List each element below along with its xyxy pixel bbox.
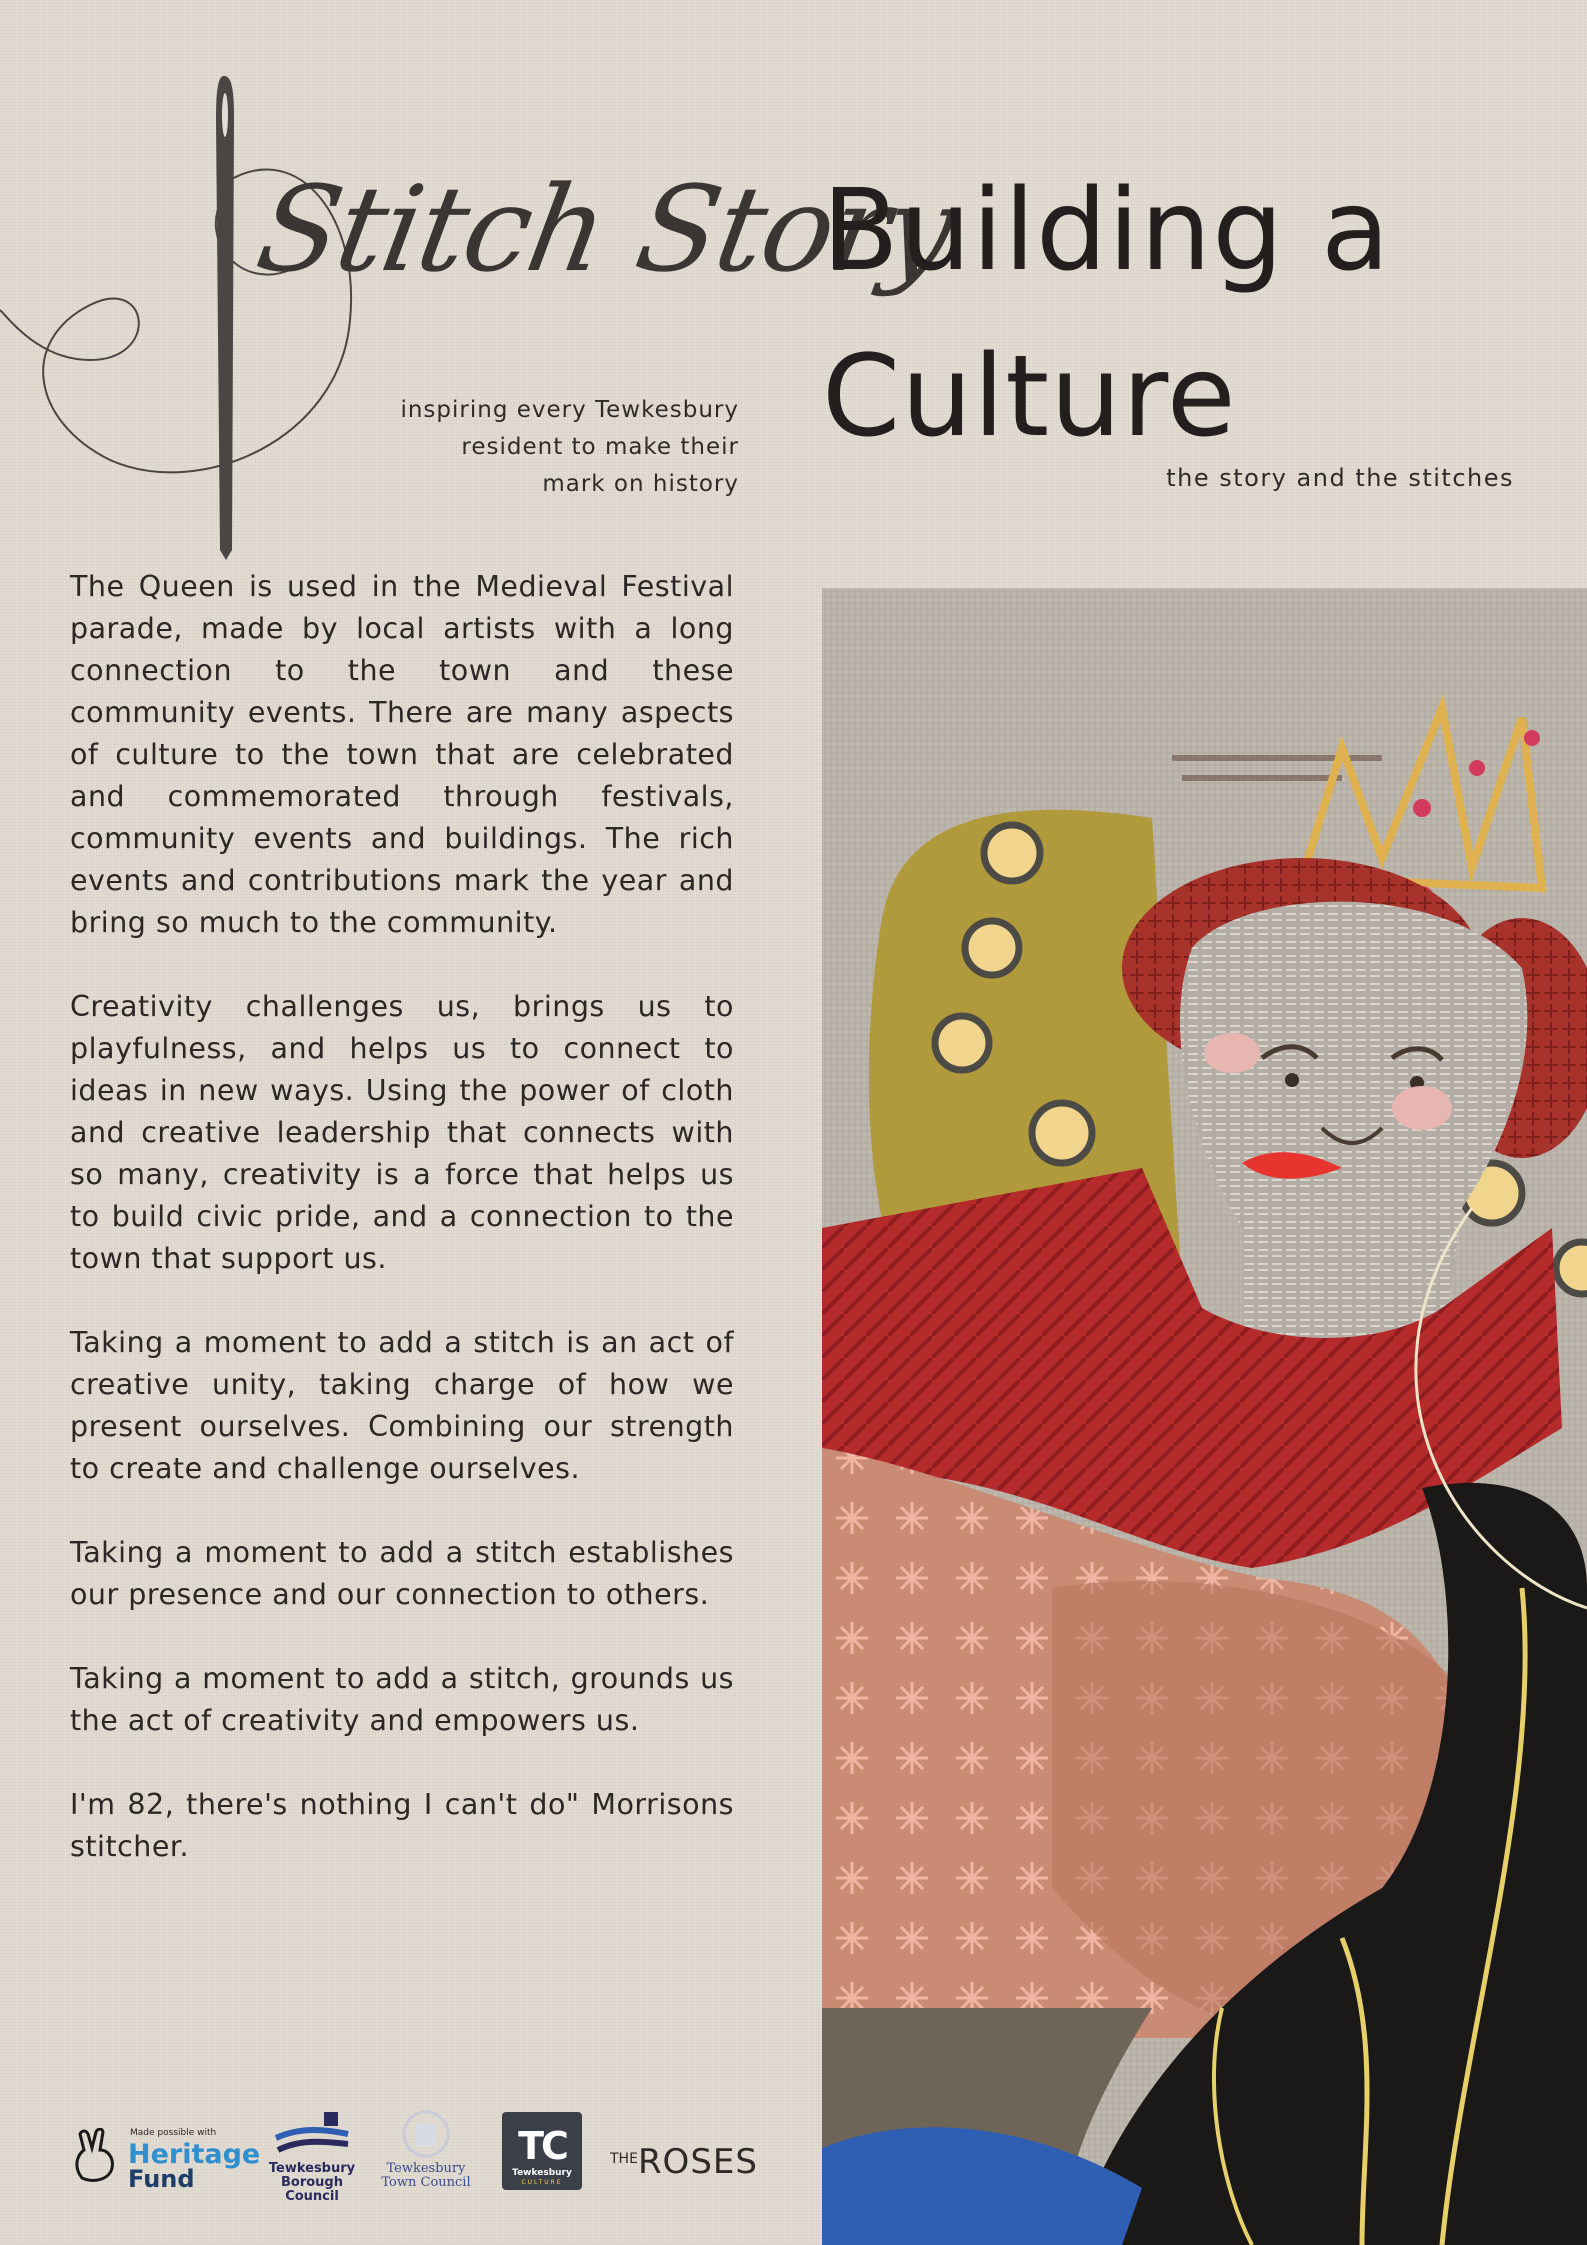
the-roses-logo bbox=[610, 2108, 760, 2188]
borough-crest-icon bbox=[272, 2108, 352, 2160]
tc-letters: TC bbox=[518, 2124, 566, 2168]
tagline bbox=[339, 392, 739, 503]
page-subtitle: the story and the stitches bbox=[1166, 464, 1514, 492]
tewkesbury-culture-logo bbox=[502, 2108, 582, 2188]
paragraph: I'm 82, there's nothing I can't do" Morrisons stitcher. bbox=[70, 1788, 734, 1863]
body-text bbox=[70, 566, 734, 1868]
heritage-fund-logo bbox=[70, 2108, 261, 2193]
tbc-line-1: Tewkesbury bbox=[268, 2161, 356, 2176]
tewkesbury-town-council-logo bbox=[380, 2108, 472, 2188]
ttc-line-2: Town Council bbox=[381, 2175, 471, 2190]
paragraph: Taking a moment to add a stitch establishes our presence and our connection to others. bbox=[70, 1536, 734, 1611]
roses-text bbox=[610, 2142, 758, 2182]
tc-sub-2: CULTURE bbox=[521, 2179, 563, 2186]
tagline-line-1: inspiring every Tewkesbury bbox=[400, 397, 739, 423]
heritage-fund-name-2: Fund bbox=[128, 2165, 195, 2193]
tbc-text bbox=[266, 2162, 358, 2204]
logo-title: Stitch Story bbox=[247, 160, 964, 298]
embroidered-queen-image bbox=[822, 588, 1587, 2245]
paragraph: Taking a moment to add a stitch, grounds us the act of creativity and empowers us. bbox=[70, 1662, 734, 1737]
heritage-fund-name: Heritage bbox=[128, 2139, 261, 2170]
title-line-2: Culture bbox=[822, 332, 1237, 462]
roses-prefix: THE bbox=[610, 2151, 638, 2167]
town-crest-icon bbox=[400, 2108, 452, 2160]
heritage-fund-small-text: Made possible with bbox=[130, 2128, 217, 2138]
tbc-line-2: Borough Council bbox=[281, 2175, 343, 2204]
ttc-text bbox=[380, 2162, 472, 2190]
sponsor-logos bbox=[70, 2108, 758, 2204]
paragraph: The Queen is used in the Medieval Festival parade, made by local artists with a long connection to the town and these community events. There are many aspects of culture to the town that are celebrated and commemorated through festivals, community events and buildings. The rich events and contributions mark the year and bring so much to the community. bbox=[70, 570, 734, 939]
lucky-hand-icon bbox=[70, 2128, 120, 2184]
tewkesbury-borough-council-logo bbox=[266, 2108, 358, 2204]
paragraph: Creativity challenges us, brings us to playfulness, and helps us to connect to ideas in new ways. Using the power of cloth and creative leadership that connects with so many, creativity is a force that helps us to build civic pride, and a connection to the town that support us. bbox=[70, 990, 734, 1275]
ttc-line-1: Tewkesbury bbox=[386, 2161, 466, 2176]
title-line-1: Building a bbox=[822, 166, 1391, 296]
tc-box bbox=[502, 2112, 582, 2190]
paragraph: Taking a moment to add a stitch is an act of creative unity, taking charge of how we present ourselves. Combining our strength to create and challenge ourselves. bbox=[70, 1326, 734, 1485]
tagline-line-3: mark on history bbox=[542, 471, 739, 497]
tagline-line-2: resident to make their bbox=[461, 434, 739, 460]
page-title bbox=[822, 148, 1522, 480]
tc-sub: Tewkesbury bbox=[512, 2168, 572, 2178]
roses-name: ROSES bbox=[637, 2142, 758, 2182]
